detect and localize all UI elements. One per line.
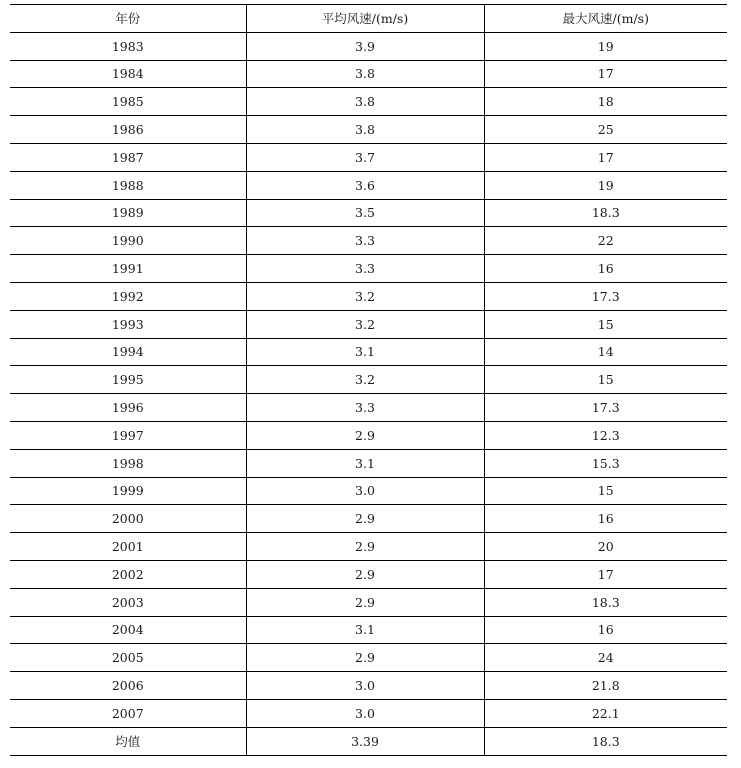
average-wind-speed-cell: 3.7 <box>246 143 484 171</box>
average-wind-speed-cell: 3.8 <box>246 60 484 88</box>
table-row <box>10 255 727 283</box>
max-wind-speed-cell: 12.3 <box>484 421 727 449</box>
max-wind-speed-cell: 19 <box>484 32 727 60</box>
average-wind-speed-cell: 3.2 <box>246 282 484 310</box>
average-wind-speed-cell: 3.9 <box>246 32 484 60</box>
table-row <box>10 672 727 700</box>
max-wind-speed-cell: 22 <box>484 227 727 255</box>
table-row <box>10 171 727 199</box>
year-cell: 1990 <box>10 227 246 255</box>
average-wind-speed-cell: 2.9 <box>246 560 484 588</box>
table-row <box>10 282 727 310</box>
table-row <box>10 533 727 561</box>
year-cell: 1988 <box>10 171 246 199</box>
max-wind-speed-cell: 16 <box>484 616 727 644</box>
table-row <box>10 199 727 227</box>
table-row <box>10 88 727 116</box>
max-wind-speed-cell: 16 <box>484 505 727 533</box>
table-row <box>10 366 727 394</box>
header-max-wind-speed: 最大风速/(m/s) <box>484 5 727 33</box>
average-wind-speed-cell: 2.9 <box>246 644 484 672</box>
year-cell: 1995 <box>10 366 246 394</box>
average-wind-speed-cell: 3.1 <box>246 449 484 477</box>
year-cell: 1994 <box>10 338 246 366</box>
average-wind-speed-cell: 3.6 <box>246 171 484 199</box>
max-wind-speed-cell: 24 <box>484 644 727 672</box>
average-wind-speed-cell: 3.3 <box>246 255 484 283</box>
table-row <box>10 699 727 727</box>
average-wind-speed-cell: 2.9 <box>246 533 484 561</box>
average-wind-speed-cell: 3.0 <box>246 477 484 505</box>
year-cell: 2003 <box>10 588 246 616</box>
header-average-wind-speed: 平均风速/(m/s) <box>246 5 484 33</box>
average-wind-speed-cell: 3.0 <box>246 699 484 727</box>
table-row <box>10 394 727 422</box>
average-wind-speed-cell: 3.1 <box>246 616 484 644</box>
summary-average-wind-speed: 3.39 <box>246 727 484 755</box>
table-row <box>10 143 727 171</box>
table-row <box>10 116 727 144</box>
year-cell: 1989 <box>10 199 246 227</box>
year-cell: 1996 <box>10 394 246 422</box>
table-row <box>10 588 727 616</box>
max-wind-speed-cell: 21.8 <box>484 672 727 700</box>
year-cell: 1983 <box>10 32 246 60</box>
wind-speed-table <box>10 4 727 756</box>
table-row <box>10 644 727 672</box>
average-wind-speed-cell: 3.0 <box>246 672 484 700</box>
year-cell: 1991 <box>10 255 246 283</box>
table-row <box>10 505 727 533</box>
year-cell: 2004 <box>10 616 246 644</box>
average-wind-speed-cell: 3.2 <box>246 366 484 394</box>
max-wind-speed-cell: 15 <box>484 366 727 394</box>
table-row <box>10 421 727 449</box>
max-wind-speed-cell: 17.3 <box>484 282 727 310</box>
max-wind-speed-cell: 16 <box>484 255 727 283</box>
max-wind-speed-cell: 18.3 <box>484 588 727 616</box>
max-wind-speed-cell: 25 <box>484 116 727 144</box>
year-cell: 1985 <box>10 88 246 116</box>
table-row <box>10 310 727 338</box>
max-wind-speed-cell: 14 <box>484 338 727 366</box>
average-wind-speed-cell: 3.3 <box>246 227 484 255</box>
max-wind-speed-cell: 20 <box>484 533 727 561</box>
table-row <box>10 449 727 477</box>
average-wind-speed-cell: 2.9 <box>246 505 484 533</box>
year-cell: 2005 <box>10 644 246 672</box>
max-wind-speed-cell: 18.3 <box>484 199 727 227</box>
table-body <box>10 32 727 755</box>
header-year: 年份 <box>10 5 246 33</box>
max-wind-speed-cell: 19 <box>484 171 727 199</box>
summary-max-wind-speed: 18.3 <box>484 727 727 755</box>
summary-row <box>10 727 727 755</box>
table-row <box>10 32 727 60</box>
average-wind-speed-cell: 3.3 <box>246 394 484 422</box>
year-cell: 1984 <box>10 60 246 88</box>
year-cell: 2006 <box>10 672 246 700</box>
year-cell: 1999 <box>10 477 246 505</box>
max-wind-speed-cell: 22.1 <box>484 699 727 727</box>
year-cell: 1993 <box>10 310 246 338</box>
max-wind-speed-cell: 15.3 <box>484 449 727 477</box>
year-cell: 2007 <box>10 699 246 727</box>
table-row <box>10 560 727 588</box>
max-wind-speed-cell: 17.3 <box>484 394 727 422</box>
average-wind-speed-cell: 3.5 <box>246 199 484 227</box>
max-wind-speed-cell: 17 <box>484 60 727 88</box>
average-wind-speed-cell: 3.8 <box>246 116 484 144</box>
table-row <box>10 338 727 366</box>
table-row <box>10 477 727 505</box>
year-cell: 1986 <box>10 116 246 144</box>
table-row <box>10 616 727 644</box>
average-wind-speed-cell: 2.9 <box>246 421 484 449</box>
average-wind-speed-cell: 3.8 <box>246 88 484 116</box>
year-cell: 1987 <box>10 143 246 171</box>
average-wind-speed-cell: 2.9 <box>246 588 484 616</box>
max-wind-speed-cell: 15 <box>484 310 727 338</box>
year-cell: 1992 <box>10 282 246 310</box>
average-wind-speed-cell: 3.2 <box>246 310 484 338</box>
average-wind-speed-cell: 3.1 <box>246 338 484 366</box>
year-cell: 1997 <box>10 421 246 449</box>
table-header-row <box>10 5 727 33</box>
max-wind-speed-cell: 17 <box>484 560 727 588</box>
summary-label: 均值 <box>10 727 246 755</box>
year-cell: 2001 <box>10 533 246 561</box>
max-wind-speed-cell: 17 <box>484 143 727 171</box>
year-cell: 2002 <box>10 560 246 588</box>
year-cell: 1998 <box>10 449 246 477</box>
year-cell: 2000 <box>10 505 246 533</box>
max-wind-speed-cell: 18 <box>484 88 727 116</box>
max-wind-speed-cell: 15 <box>484 477 727 505</box>
table-row <box>10 60 727 88</box>
table-row <box>10 227 727 255</box>
